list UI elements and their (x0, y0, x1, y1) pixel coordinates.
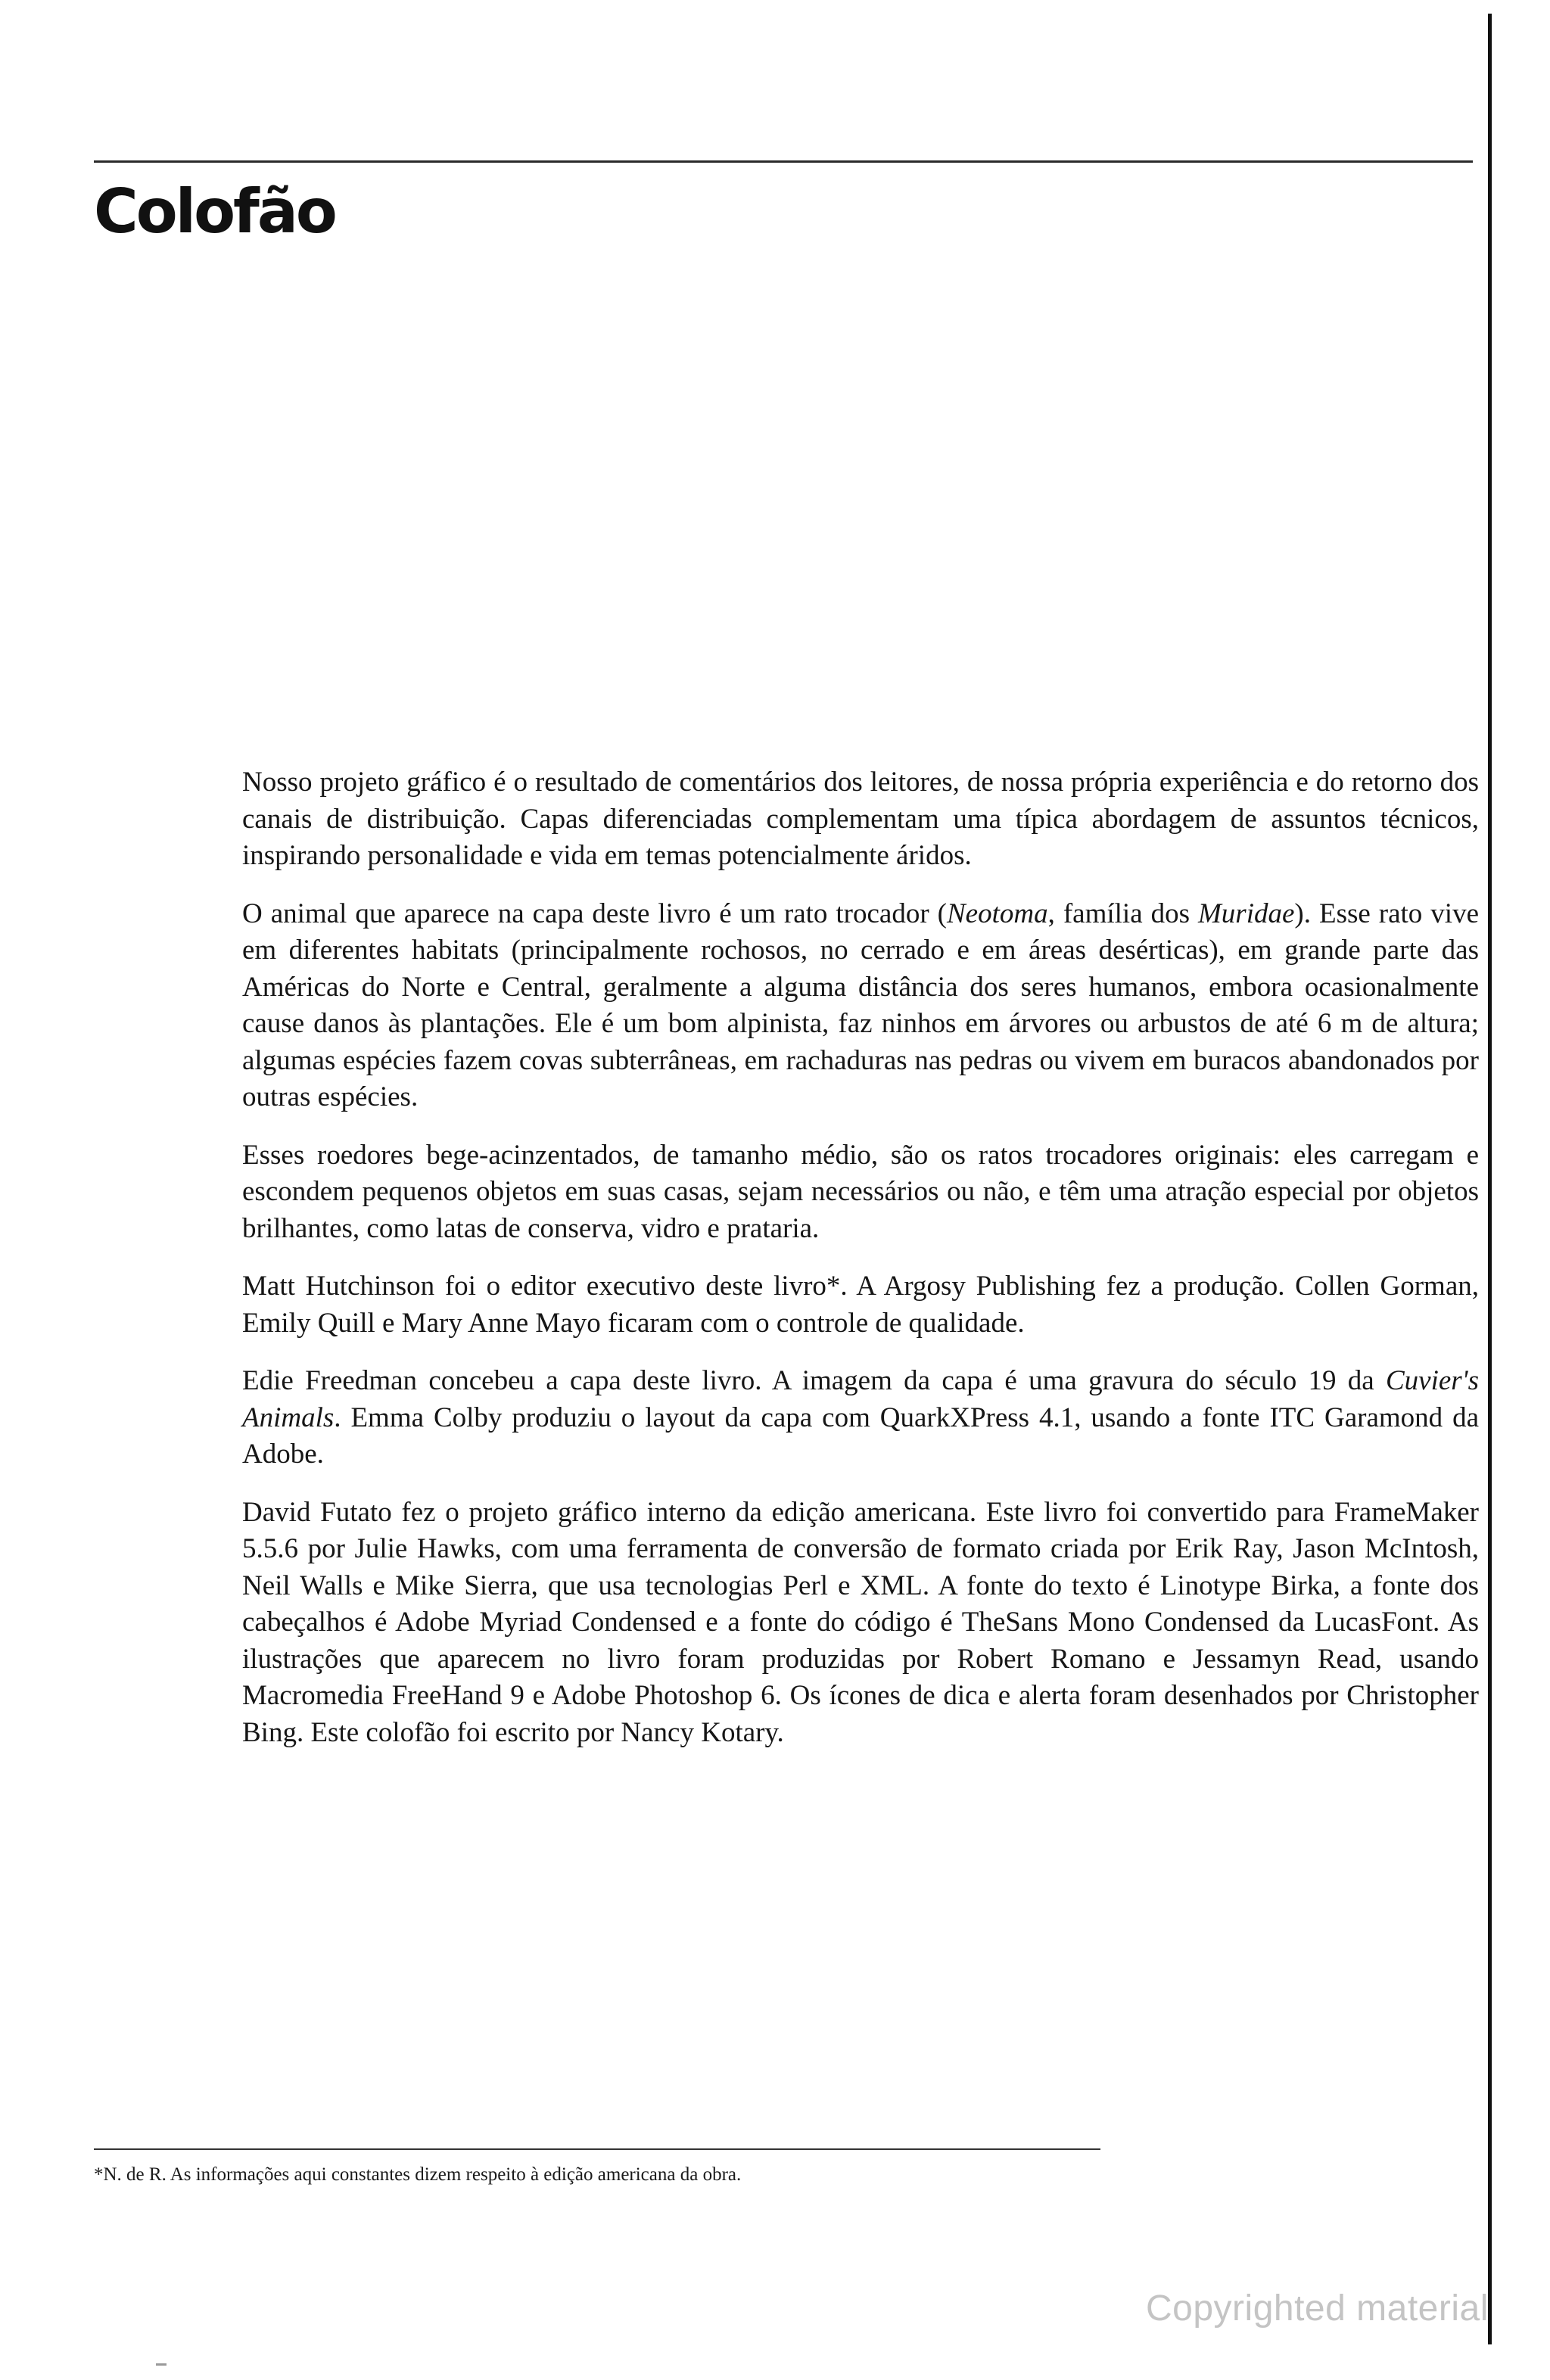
paragraph-production (242, 1495, 1479, 1752)
paragraph-animal (242, 896, 1479, 1116)
paragraph-cover (242, 1363, 1479, 1473)
paragraph-text: ). Esse rato vive em diferentes habitats (principalmente rochosos, no cerrado e em áreas desérticas), em grande parte das Américas do Norte e Central, geralmente a alguma distância dos seres humanos, embora ocasionalmente cause danos às plantações. Ele é um bom alpinista, faz ninhos em árvores ou arbustos de até 6 m de altura; algumas espécies fazem covas subterrâneas, em rachaduras nas pedras ou vivem em buracos abandonados por outras espécies. (242, 898, 1479, 1112)
scan-speck (156, 2363, 167, 2366)
paragraph-design (242, 764, 1479, 875)
copyright-watermark: Copyrighted material (1146, 2288, 1489, 2329)
header-rule (94, 160, 1473, 163)
paragraph-text: David Futato fez o projeto gráfico interno da edição americana. Este livro foi convertido para FrameMaker 5.5.6 por Julie Hawks, com uma ferramenta de conversão de formato criada por Erik Ray, Jason McIntosh, Neil Walls e Mike Sierra, que usa tecnologias Perl e XML. A fonte do texto é Linotype Birka, a fonte dos cabeçalhos é Adobe Myriad Condensed e a fonte do código é TheSans Mono Condensed da LucasFont. As ilustrações que aparecem no livro foram produzidas por Robert Romano e Jessamyn Read, usando Macromedia FreeHand 9 e Adobe Photoshop 6. Os ícones de dica e alerta foram desenhados por Christopher Bing. Este colofão foi escrito por Nancy Kotary. (242, 1496, 1479, 1748)
paragraph-text: , família dos (1047, 898, 1198, 929)
paragraph-rodents (242, 1137, 1479, 1248)
source-title: Cuvier's Animals (242, 1365, 1479, 1433)
paragraph-text: Edie Freedman concebeu a capa deste livro. A imagem da capa é uma gravura do século 19 da (242, 1365, 1386, 1396)
page-title: Colofão (94, 176, 335, 247)
footnote-rule (94, 2148, 1100, 2150)
family-name: Muridae (1197, 898, 1295, 929)
paragraph-text: O animal que aparece na capa deste livro é um rato trocador ( (242, 898, 947, 929)
colophon-body (242, 764, 1479, 1772)
paragraph-text: Esses roedores bege-acinzentados, de tamanho médio, são os ratos trocadores originais: eles carregam e escondem pequenos objetos em suas casas, sejam necessários ou não, e têm uma atração especial por objetos brilhantes, como latas de conserva, vidro e prataria. (242, 1139, 1479, 1244)
paragraph-editors (242, 1268, 1479, 1342)
footnote: *N. de R. As informações aqui constantes dizem respeito à edição americana da obra. (94, 2164, 742, 2185)
paragraph-text: Nosso projeto gráfico é o resultado de comentários dos leitores, de nossa própria experiência e do retorno dos canais de distribuição. Capas diferenciadas complementam uma típica abordagem de assuntos técnicos, inspirando personalidade e vida em temas potencialmente áridos. (242, 767, 1479, 871)
genus-name: Neotoma (946, 898, 1048, 929)
page-edge-rule (1488, 14, 1492, 2344)
paragraph-text: . Emma Colby produziu o layout da capa com QuarkXPress 4.1, usando a fonte ITC Garamond da Adobe. (242, 1402, 1479, 1470)
paragraph-text: Matt Hutchinson foi o editor executivo deste livro*. A Argosy Publishing fez a produção. Collen Gorman, Emily Quill e Mary Anne Mayo ficaram com o controle de qualidade. (242, 1271, 1479, 1339)
